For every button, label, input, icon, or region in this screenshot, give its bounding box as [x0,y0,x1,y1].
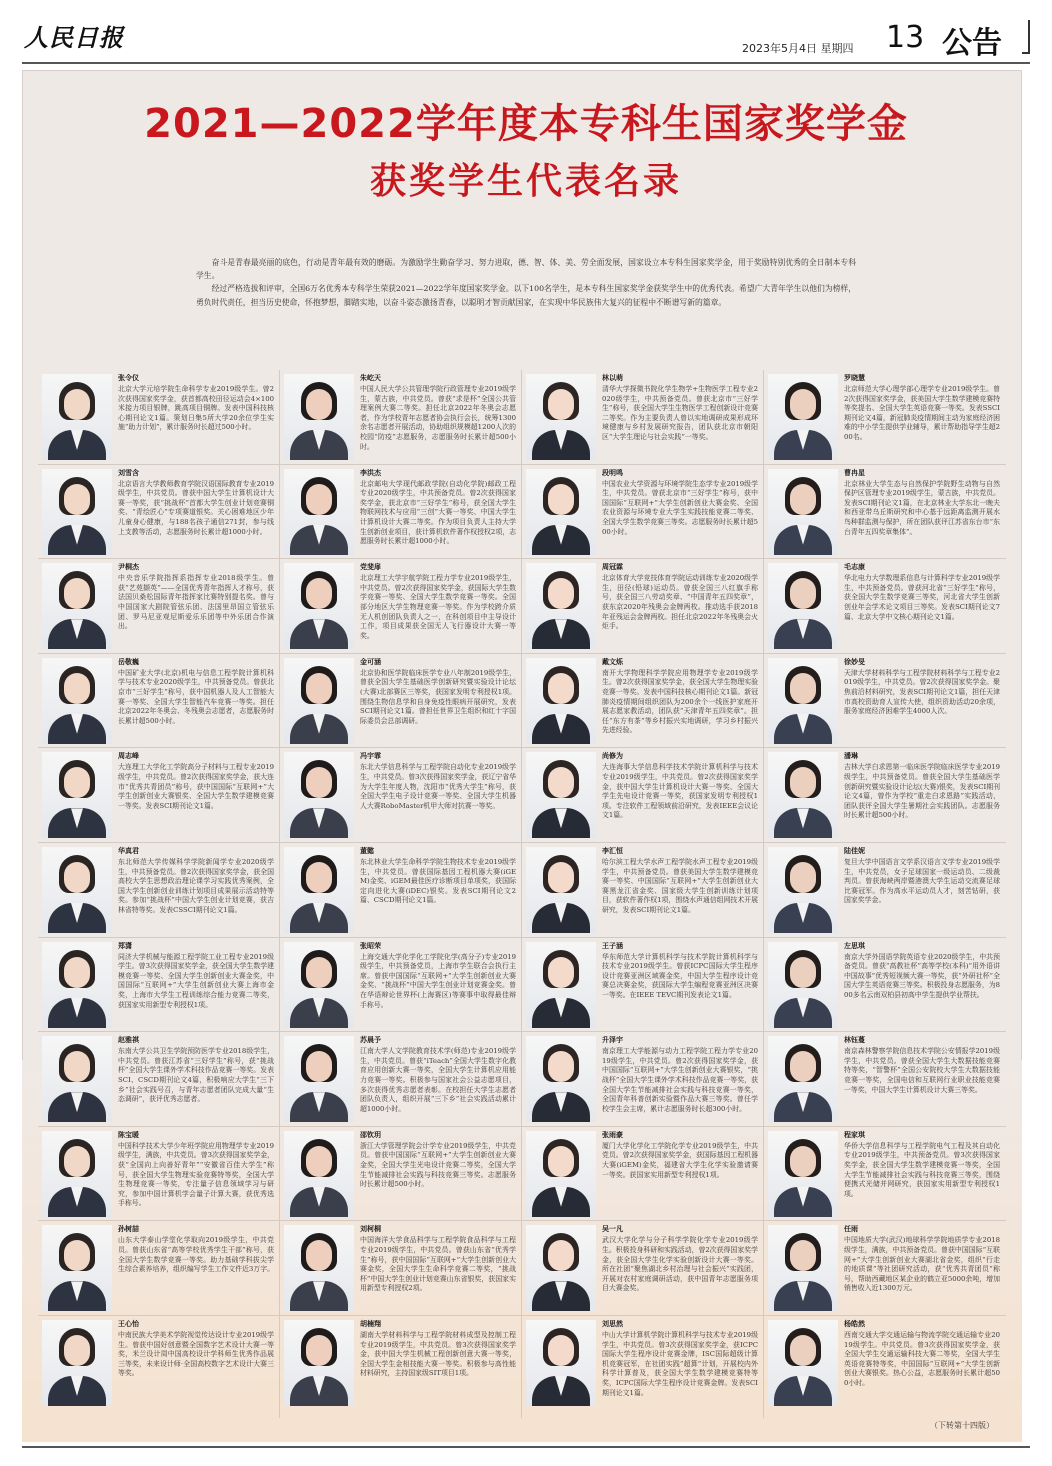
student-info [602,374,758,457]
student-name: 陈宝暖 [118,1130,139,1139]
student-description: 中国地质大学(武汉)地球科学学院地质学专业2018级学生，满族，中共预备党员。曾获中国国际“互联网+”大学生创新创业大赛湖北省金奖，组织“行走的地质课”等社团研究活动，获“优秀共青团员”称号，帮助西藏地区某企业的鹤立亚5000余吨，增加销售收入近1300万元。 [844,1236,1000,1293]
page-number: 13 [886,20,925,55]
student-info [602,1131,758,1214]
student-entry [764,843,1006,937]
student-photo [526,1036,596,1122]
student-name: 戴文烁 [602,657,623,666]
student-description: 中国人民大学公共管理学院行政管理专业2019级学生，蒙古族，中共党员。曾获“求是杯”全国公共管理案例大赛二等奖。担任北京2022年冬奥会志愿者，作为学校青年志愿者协会执行会长，统筹1300余名志愿者开展活动，协助组织规模超1200人次的校园“防疫”志愿服务，志愿服务时长累计超500小时。 [360,385,516,451]
student-name: 林以萌 [602,374,623,382]
student-name: 金可涵 [360,657,381,666]
student-photo [42,1036,112,1122]
masthead [22,16,1030,60]
student-photo [42,1320,112,1406]
student-name: 周志峰 [118,752,139,761]
student-description: 华东师范大学计算机科学与技术学院计算机科学与技术专业2019级学生。曾获ICPC国际大学生程序设计竞赛亚洲区域赛金奖，中国大学生程序设计竞赛总决赛金奖，获国际大学生编程竞赛亚洲区决赛一等奖。在IEEE TEVC期刊发表论文1篇。 [602,952,758,999]
student-name: 徐妙旻 [844,657,865,666]
row-divider [38,1315,1006,1316]
student-info [844,374,1000,457]
row-divider [38,464,1006,465]
row-divider [38,558,1006,559]
student-name: 陆佳妮 [844,847,865,855]
student-entry [764,1127,1006,1221]
student-entry [522,938,764,1032]
student-description: 湖南大学材料科学与工程学院材料成型及控制工程专业2019级学生，中共党员。曾3次获得国家奖学金，获中国大学生机械工程创新创意大赛一等奖，全国大学生金相技能大赛一等奖。积极参与高性能材料研究，主持国家级SIT项目1项。 [360,1331,516,1378]
student-info [360,942,516,1025]
student-info [602,469,758,552]
student-name: 胡楠翔 [360,1320,381,1328]
student-name: 任雨 [844,1225,858,1234]
student-name: 升泽宇 [602,1036,623,1045]
student-name: 尹桐杰 [118,563,139,572]
student-entry [764,1316,1006,1410]
student-photo [284,374,354,460]
student-name: 张雨豪 [602,1130,623,1139]
student-entry [38,1127,280,1221]
student-name: 党斐扉 [360,563,381,572]
student-info [602,847,758,930]
student-entry [764,465,1006,559]
student-entry [280,370,522,464]
student-info [118,1036,274,1119]
student-description: 中国科学技术大学少年班学院应用物理学专业2019级学生，满族，中共党员。曾3次获得国家奖学金，获“全国向上向善好青年”“安徽省百佳大学生”称号，获全国大学生物理实验竞赛特等奖，全国大学生物理竞赛一等奖，专注量子信息领域学习与研究，参加中国计算机学会量子计算大赛，获优秀选手称号。 [118,1141,274,1208]
student-entry [280,1316,522,1410]
student-description: 上海交通大学化学化工学院化学(高分子)专业2019级学生，中共预备党员，上海市学生联合会执行主席。曾获中国国际“互联网+”大学生创新创业大赛金奖、“挑战杯”中国大学生创业计划竞赛金奖。曾在华语辩论世界杯(上海赛区)等赛事中取得最佳辩手称号。 [360,952,516,1009]
student-info [844,1225,1000,1308]
student-description: 华侨大学信息科学与工程学院电气工程及其自动化专业2019级学生，中共预备党员。曾3次获得国家奖学金，获全国大学生数学建模竞赛一等奖，全国大学生节能减排社会实践与科技竞赛三等奖，围绕便携式光储并网研究，获国家实用新型专利授权1项。 [844,1141,1000,1198]
student-description: 北京体育大学竞技体育学院运动训练专业2020级学生，田径(铅球)运动员。曾获全国三八红旗手称号，获全国三八劳动奖章、“中国青年五四奖章”，获东京2020年残奥会金牌两枚。推动选手获2018年亚残运会金牌两枚。担任北京2022年冬残奥会火炬手。 [602,574,758,631]
student-info [360,1320,516,1403]
student-name: 冯宇霏 [360,752,381,761]
student-photo [42,1225,112,1311]
student-info [602,942,758,1025]
student-photo [284,752,354,838]
student-name: 林钰蔓 [844,1036,865,1045]
student-entry [280,1032,522,1126]
student-entry [764,559,1006,653]
student-name: 左思琪 [844,941,865,950]
student-name: 苏晨予 [360,1036,381,1045]
student-description: 东北师范大学传媒科学学院新闻学专业2020级学生，中共预备党员。曾2次获得国家奖学金，获全国高校大学生思想政治理论课学习实践优秀案例，全国大学生创新创业训练计划项目成果展示活动特等奖。参加“挑战杯”中国大学生创业计划竞赛，获吉林省特等奖。发表CSSCI期刊论文1篇。 [118,858,274,914]
student-photo [42,847,112,933]
student-info [602,1036,758,1119]
student-description: 厦门大学化学化工学院化学专业2019级学生，中共党员。曾2次获得国家奖学金，获国际基因工程机器大赛(iGEM)金奖，福建省大学生化学实验邀请赛一等奖。获国家实用新型专利授权1项。 [602,1141,758,1179]
student-info [360,1036,516,1119]
student-info [844,752,1000,835]
student-name: 程家琪 [844,1130,865,1139]
student-photo [768,658,838,744]
student-name: 王子涵 [602,941,623,950]
student-photo [768,1225,838,1311]
student-entry [38,938,280,1032]
student-entry [764,1032,1006,1126]
student-photo [284,1036,354,1122]
student-photo [526,1131,596,1217]
student-info [360,563,516,646]
student-name: 尚修为 [602,752,623,761]
student-info [118,847,274,930]
student-grid [38,370,1006,1418]
intro-paragraph: 经过严格选拔和评审，全国6万名优秀本专科学生荣获2021—2022学年度国家奖学金。以下100名学生，是本专科生国家奖学金获奖学生中的优秀代表。希望广大青年学生以他们为榜样，勇负时代责任，担当历史使命，怀抱梦想，脚踏实地，以奋斗姿态激扬青春，以聪明才智贡献国家，在实现中华民族伟大复兴的征程中不断谱写新的篇章。 [196,284,856,307]
bottom-rule [22,1446,1030,1448]
student-info [844,1320,1000,1403]
student-description: 复旦大学中国语言文学系汉语言文学专业2019级学生，中共党员，女子足球国家一级运动员、二级裁判员。曾获海峡两岸暨港澳大学生运动交流赛足球比赛冠军。作为高水平运动员人才，刻苦钻研，获国家奖学金。 [844,858,1000,905]
student-photo [42,563,112,649]
student-description: 清华大学探微书院化学生物学+生物医学工程专业2020级学生，中共预备党员。曾获北京市“三好学生”称号，获全国大学生生物医学工程创新设计竞赛二等奖。作为主要负责人曾以实地调研成果形成环境健康与乡村发展研究报告，团队获北京市朝阳区“大学生理论与社会实践”一等奖。 [602,385,758,441]
row-divider [38,842,1006,843]
student-info [602,563,758,646]
row-divider [38,937,1006,938]
student-info [118,1131,274,1214]
student-photo [526,942,596,1028]
student-entry [522,1127,764,1221]
student-photo [42,469,112,555]
student-photo [42,658,112,744]
student-name: 李汇恒 [602,847,623,855]
student-name: 毛志康 [844,563,865,572]
student-info [118,658,274,741]
issue-date: 2023年5月4日 星期四 [742,42,854,55]
student-photo [42,942,112,1028]
student-name: 董懿 [360,847,374,855]
student-photo [526,563,596,649]
student-description: 南京森林警察学院信息技术学院公安情报学2019级学生，中共党员。曾获全国大学生大数据技能竞赛特等奖，“智警杯”全国公安院校大学生大数据技能竞赛一等奖，全国电信和互联网行业职业技能竞赛一等奖，中国大学生计算机设计大赛三等奖。 [844,1047,1000,1094]
student-info [118,1225,274,1308]
student-info [118,942,274,1025]
row-divider [38,1220,1006,1221]
continued-note: （下转第十四版） [930,1421,994,1430]
student-name: 刘雪含 [118,468,139,477]
student-description: 吉林大学白求恩第一临床医学院临床医学专业2019级学生，中共预备党员。曾获全国大学生基础医学创新研究暨实验设计论坛(大赛)银奖，发表SCI期刊论文4篇，曾作为学校“重走白求恩路”实践活动，团队获评全国大学生暑期社会实践团队。志愿服务时长累计超500小时。 [844,763,1000,820]
student-info [360,1131,516,1214]
student-entry [522,843,764,937]
student-photo [526,469,596,555]
student-description: 中央音乐学院指挥系指挥专业2018级学生。曾获“艺苑撷英”——全国优秀青年指挥人才称号，获法国贝桑松国际青年指挥家比赛特别提名奖。曾与中国国家大剧院管弦乐团、法国里昂国立管弦乐团、罗马尼亚观尼斯爱乐乐团等中外乐团合作演出。 [118,574,274,631]
student-photo [284,563,354,649]
student-info [360,469,516,552]
student-description: 北京语言大学教师教育学院汉语国际教育专业2019级学生，中共党员。曾获中国大学生计算机设计大赛一等奖，获“挑战杯”首都大学生创业计划竞赛铜奖、“青绘匠心”专项赛道银奖。关心困难地区少年儿童身心健康，与188名孩子通信271封，参与线上支教等活动，志愿服务时长累计超1000小时。 [118,479,274,536]
student-description: 华北电力大学数理系信息与计算科学专业2019级学生，中共预备党员。曾获河北省“三好学生”称号，获全国大学生数学竞赛三等奖，河北省大学生创新创业年会学术论文项目三等奖。发表SCI期刊论文7篇、北京大学中文核心期刊论文1篇。 [844,574,1000,621]
student-photo [526,658,596,744]
student-name: 赵雅祺 [118,1036,139,1045]
student-info [360,658,516,741]
student-name: 朱屹天 [360,374,381,382]
student-entry [280,1221,522,1315]
student-description: 东北林业大学生命科学学院生物技术专业2019级学生，中共党员。曾获国际基因工程机器大赛(iGEM)金奖、iGEM最佳医疗诊断项目单项奖，获国际定向进化大赛(iDEC)银奖。发表SCI期刊论文2篇、CSCD期刊论文1篇。 [360,858,516,905]
student-photo [768,1320,838,1406]
student-description: 武汉大学化学与分子科学学院化学专业2019级学生。积极投身科研和实践活动，曾2次获得国家奖学金，获全国大学生化学实验创新设计大赛一等奖。所在社团“聚焦湖北乡村治理与社会振兴”实践团，开展对农村家庭调研活动，获中国青年志愿服务项目大赛金奖。 [602,1236,758,1293]
page-title-line2: 获奖学生代表名录 [369,161,682,202]
student-entry [38,1221,280,1315]
student-description: 南京大学外国语学院英语专业2020级学生，中共预备党员。曾获“高教社杯”高等学校(本科)“用外语讲中国故事”优秀短视频大赛一等奖，获“外研社杯”全国大学生英语竞赛三等奖。积极投身志愿服务，为800多名云南双柏县初高中学生提供学业帮扶。 [844,952,1000,999]
student-entry [522,1316,764,1410]
column-divider [521,370,522,1418]
student-info [844,847,1000,930]
student-info [844,1036,1000,1119]
row-divider [38,653,1006,654]
student-description: 山东大学泰山学堂化学取向2019级学生，中共党员。曾获山东省“高等学校优秀学生干部”称号，获全国大学生数学竞赛一等奖。助力基础学科拔尖学生综合素养培养，组织编写学生工作文件近3万字。 [118,1236,274,1274]
student-info [602,1225,758,1308]
student-photo [526,752,596,838]
student-name: 杨皓然 [844,1320,865,1328]
student-entry [280,938,522,1032]
student-description: 中山大学计算机学院计算机科学与技术专业2019级学生，中共党员。曾3次获得国家奖学金，获ICPC国际大学生程序设计竞赛金牌，ISC国际超级计算机竞赛冠军，在社团实践“超算”计划，开展校内外科学计算普及，获全国大学生数学建模竞赛特等奖，ICPC国际大学生程序设计竞赛金牌。发表SCI期刊论文1篇。 [602,1331,758,1397]
student-photo [284,847,354,933]
page-title-line1: 2021—2022学年度本专科生国家奖学金 [144,101,908,147]
student-name: 郑潇 [118,941,132,950]
student-entry [38,1032,280,1126]
student-info [844,658,1000,741]
student-info [360,752,516,835]
column-divider [763,370,764,1418]
student-entry [522,559,764,653]
student-description: 同济大学机械与能源工程学院工业工程专业2019级学生。曾3次获得国家奖学金，获全国大学生数学建模竞赛一等奖、全国大学生创新创业大赛金奖，中国国际“互联网+”大学生创新创业大赛上海市金奖，上海市大学生工程训练综合能力竞赛二等奖，获国家实用新型专利授权1项。 [118,952,274,1009]
masthead-rule [22,62,1030,64]
student-description: 北京大学元培学院生命科学专业2019级学生。曾2次获得国家奖学金，获首都高校田径运动会4×100米接力项目银牌，跳高项目铜牌。发表中国科技核心期刊论文1篇。策划日集5所大学20余位学生实施“助力计划”，累计服务时长超过500小时。 [118,385,274,432]
student-photo [768,469,838,555]
column-divider [279,370,280,1418]
student-photo [768,1036,838,1122]
student-description: 南京理工大学能源与动力工程学院工程力学专业2019级学生，中共党员。曾2次获得国家奖学金，获中国国际“互联网+”大学生创新创业大赛银奖，“挑战杯”全国大学生课外学术科技作品竞赛一等奖，获全国大学生节能减排社会实践与科技竞赛一等奖，全国青年科普创新实验暨作品大赛三等奖。曾任学校学生会主席，累计志愿服务时长超300小时。 [602,1047,758,1113]
student-description: 南开大学物理科学学院应用物理学专业2019级学生。曾2次获得国家奖学金，获全国大学生物理实验竞赛一等奖。发表中国科技核心期刊论文1篇。新冠肺炎疫情期间组织团队为200余个一线医护家庭开展志愿家教活动，团队获“天津青年五四奖章”。担任“东方有茶”等乡村振兴实地调研，学习乡村振兴先进经验。 [602,668,758,735]
student-entry [38,843,280,937]
student-photo [284,1225,354,1311]
row-divider [38,1031,1006,1032]
student-description: 中南民族大学美术学院视觉传达设计专业2019级学生。曾获中国好创意暨全国数字艺术设计大赛一等奖，米兰设计周中国高校设计学科师生优秀作品展三等奖，未来设计师·全国高校数字艺术设计大赛三等奖。 [118,1331,274,1378]
student-photo [526,847,596,933]
student-entry [280,1127,522,1221]
student-description: 大连海事大学信息科学技术学院计算机科学与技术专业2019级学生，中共党员。曾2次获得国家奖学金，获中国大学生计算机设计大赛一等奖、全国大学生先电设计竞赛一等奖，获国家发明专利授权1项。专注软件工程领域前沿研究，发表IEEE会议论文1篇。 [602,763,758,820]
student-photo [284,469,354,555]
student-info [118,752,274,835]
student-info [602,1320,758,1403]
student-entry [764,1221,1006,1315]
student-description: 江南大学人文学院教育技术学(师范)专业2019级学生，中共党员。曾获“iTeach”全国大学生数字化教育应用创新大赛一等奖，全国大学生计算机应用能力竞赛一等奖。积极参与国家社会公益志愿项目，多次获得优秀志愿者表彰。在校担任大学生志愿者团队负责人，组织开展“三下乡”社会实践活动累计超1000小时。 [360,1047,516,1113]
student-name: 邵钦玥 [360,1130,381,1139]
student-description: 浙江大学管理学院会计学专业2019级学生，中共党员。曾获中国国际“互联网+”大学生创新创业大赛金奖，全国大学生光电设计竞赛二等奖，全国大学生节能减排社会实践与科技竞赛三等奖。志愿服务时长累计超500小时。 [360,1141,516,1189]
student-photo [768,752,838,838]
student-photo [284,942,354,1028]
student-entry [764,654,1006,748]
student-name: 孙树喆 [118,1225,139,1234]
student-entry [38,654,280,748]
student-photo [284,1131,354,1217]
newspaper-logo: 人民日报 [24,23,124,52]
student-entry [38,370,280,464]
student-entry [522,370,764,464]
student-photo [42,374,112,460]
student-name: 周冠霖 [602,563,623,572]
student-name: 潘琳 [844,752,858,761]
student-photo [526,374,596,460]
student-entry [522,654,764,748]
student-entry [522,1221,764,1315]
student-name: 张令仪 [118,374,139,382]
student-info [844,1131,1000,1214]
student-info [360,1225,516,1308]
student-description: 东南大学公共卫生学院预防医学专业2018级学生，中共党员。曾获江苏省“三好学生”称号，获“挑战杯”全国大学生课外学术科技作品竞赛一等奖。发表SCI、CSCD期刊论文4篇，积极响应大学生“三下乡”社会实践号召，与青年志愿者团队完成大量“生态调研”，获评优秀志愿者。 [118,1047,274,1104]
student-description: 西南交通大学交通运输与物流学院交通运输专业2019级学生。中共党员。曾3次获得国家奖学金，获全国大学生交通运输科技大赛二等奖，全国大学生英语竞赛特等奖，中国国际“互联网+”大学生创新创业大赛银奖。热心公益，志愿服务时长累计超500小时。 [844,1331,1000,1387]
student-name: 吴一凡 [602,1225,623,1234]
section-bracket [1022,20,1030,54]
student-info [118,374,274,457]
student-name: 刘柯桐 [360,1225,381,1234]
student-name: 岳敬巍 [118,657,139,666]
student-description: 北京师范大学心理学部心理学专业2019级学生。曾2次获得国家奖学金，获美国大学生数学建模竞赛特等奖提名、全国大学生英语竞赛一等奖。发表SSCI期刊论文4篇，新冠肺炎疫情期间主动为家庭经济困难的中小学生提供学业辅导，累计帮助指导学生超200名。 [844,385,1000,441]
student-info [602,658,758,741]
student-info [118,469,274,552]
student-description: 中国矿业大学(北京)机电与信息工程学院计算机科学与技术专业2020级学生，中共预备党员。曾获北京市“三好学生”称号，获中国机器人及人工智能大赛一等奖、全国大学生智能汽车竞赛一等奖。担任北京2022年冬奥会、冬残奥会志愿者，志愿服务时长累计超500小时。 [118,668,274,725]
intro-paragraph: 奋斗是青春最亮丽的底色，行动是青年最有效的磨砺。为激励学生勤奋学习、努力进取，德、智、体、美、劳全面发展，国家设立本专科生国家奖学金，用于奖励特别优秀的全日制本专科学生。 [196,258,856,281]
student-info [360,374,516,457]
student-info [360,847,516,930]
student-entry [522,1032,764,1126]
student-entry [38,559,280,653]
student-name: 王心怡 [118,1320,139,1328]
student-photo [768,847,838,933]
student-description: 哈尔滨工程大学水声工程学院水声工程专业2019级学生，中共预备党员。曾获美国大学生数学建模竞赛一等奖、中国国际“互联网+”大学生创新创业大赛黑龙江省金奖、国家级大学生创新训练计划项目，获软件著作权1项，围绕水声通信组网技术开展研究，发表SCI期刊论文1篇。 [602,858,758,914]
student-name: 张昭荣 [360,941,381,950]
student-entry [38,465,280,559]
student-photo [768,1131,838,1217]
student-entry [522,748,764,842]
student-name: 李洪杰 [360,468,381,477]
student-entry [38,748,280,842]
student-entry [280,465,522,559]
row-divider [38,1126,1006,1127]
student-photo [768,563,838,649]
student-info [602,752,758,835]
student-name: 罗晓慧 [844,374,865,382]
student-photo [526,1320,596,1406]
student-entry [280,654,522,748]
student-photo [42,1131,112,1217]
student-photo [768,942,838,1028]
row-divider [38,747,1006,748]
student-info [844,563,1000,646]
student-photo [284,658,354,744]
student-entry [764,938,1006,1032]
student-description: 中国农业大学资源与环境学院生态学专业2019级学生，中共党员。曾获北京市“三好学生”称号，获中国国际“互联网+”大学生创新创业大赛金奖、全国农业资源与环境专业大学生实践技能竞赛二等奖、全国大学生数学竞赛三等奖。志愿服务时长累计超500小时。 [602,479,758,536]
student-description: 大连理工大学化工学院高分子材料与工程专业2019级学生，中共党员。曾2次获得国家奖学金，获大连市“优秀共青团员”称号，获中国国际“互联网+”大学生创新创业大赛银奖、全国大学生数学建模竞赛一等奖。发表SCI期刊论文1篇。 [118,763,274,810]
student-photo [768,374,838,460]
student-info [118,1320,274,1403]
student-info [844,469,1000,552]
student-info [844,942,1000,1025]
student-entry [280,843,522,937]
student-entry [38,1316,280,1410]
student-description: 北京协和医学院临床医学专业八年制2019级学生，曾获全国大学生基础医学创新研究暨实验设计论坛(大赛)北部赛区三等奖，获国家发明专利授权1项。围绕生物信息学和自身免疫性眼病开展研究，发表SCI期刊论文1篇。曾担任世界卫生组织和红十字国际委员会总部调研。 [360,668,516,725]
student-entry [280,559,522,653]
section-name: 公告 [942,26,1002,61]
student-photo [42,752,112,838]
student-description: 东北大学信息科学与工程学院自动化专业2019级学生，中共党员。曾3次获得国家奖学金，获辽宁省华为大学生年度人物，沈阳市“优秀大学生”称号，获全国大学生电子设计竞赛一等奖、全国大学生机器人大赛RoboMaster机甲大师对抗赛一等奖。 [360,763,516,810]
student-description: 北京邮电大学现代邮政学院(自动化学院)邮政工程专业2020级学生，中共预备党员。曾2次获得国家奖学金，获北京市“三好学生”称号，获全国大学生物联网技术与应用“三创”大赛一等奖、中国大学生计算机设计大赛二等奖。作为项目负责人主持大学生创新创业项目，获计算机软件著作权授权2项，志愿服务时长累计超1000小时。 [360,479,516,546]
student-entry [522,465,764,559]
student-name: 刘思然 [602,1320,623,1328]
student-description: 中国海洋大学食品科学与工程学院食品科学与工程专业2019级学生，中共党员。曾获山东省“优秀学生”称号，获中国国际“互联网+”大学生创新创业大赛金奖，全国大学生生命科学竞赛二等奖，“挑战杯”中国大学生创业计划竞赛山东省银奖，获国家实用新型专利授权2项。 [360,1236,516,1293]
intro-text [196,256,856,309]
student-description: 天津大学材料科学与工程学院材料科学与工程专业2019级学生，中共党员。曾2次获得国家奖学金。聚焦前沿材料研究，发表SCI期刊论文1篇，担任天津市高校资助育人宣传大使，组织资助活动20余项，服务家庭经济困难学生4000人次。 [844,668,1000,716]
student-entry [280,748,522,842]
student-photo [284,1320,354,1406]
student-name: 华真君 [118,847,139,855]
student-description: 北京理工大学宇航学院工程力学专业2019级学生，中共党员。曾2次获得国家奖学金，获国际大学生数学竞赛一等奖、全国大学生数学竞赛一等奖。全国部分地区大学生物理竞赛一等奖。作为学校跨介质无人机创团队负责人之一，在科创项目中主导设计工作，项目成果获全国无人飞行器设计大赛一等奖。 [360,574,516,640]
student-entry [764,748,1006,842]
student-photo [526,1225,596,1311]
student-entry [764,370,1006,464]
student-info [118,563,274,646]
student-name: 段明鸣 [602,468,623,477]
student-description: 北京林业大学生态与自然保护学院野生动物与自然保护区管理专业2019级学生，蒙古族，中共党员。发表SCI期刊论文1篇，在北京林业大学东北一晚夫和西亚带乌丘斯研究和中心基于远距离监测开展水鸟种群监测与保护，所在团队获评江苏省东台市“东台青年五四奖章集体”。 [844,479,1000,536]
student-name: 曹冉星 [844,468,865,477]
